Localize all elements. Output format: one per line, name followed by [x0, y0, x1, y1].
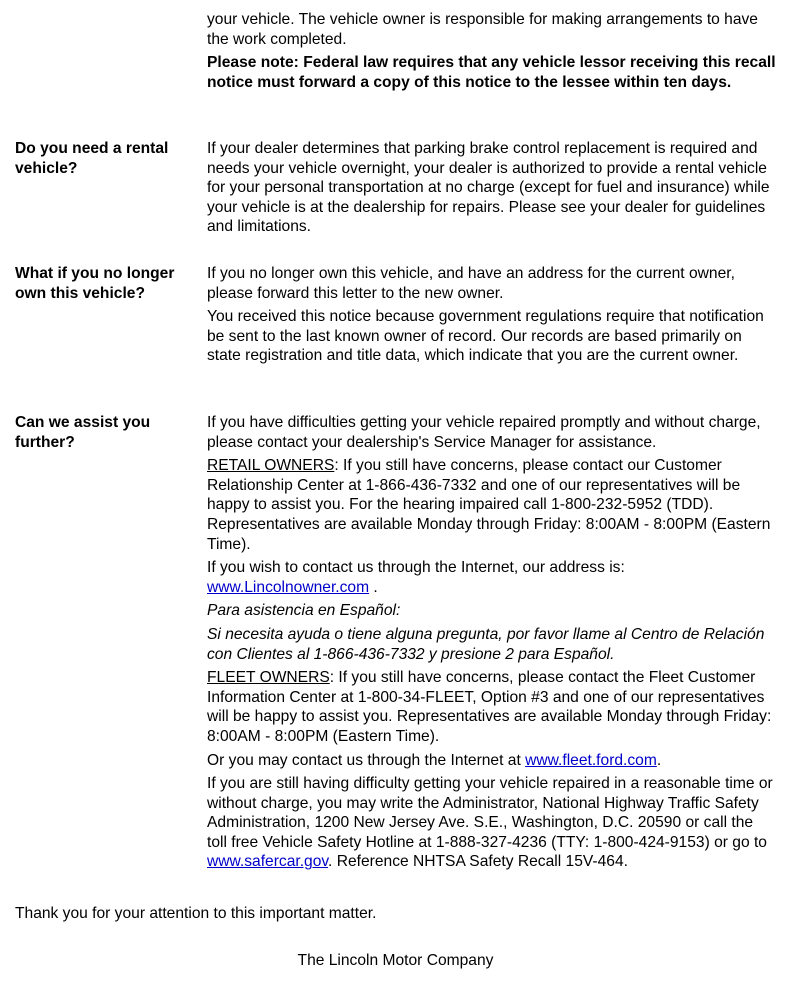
- fleet-internet-paragraph: [207, 751, 777, 771]
- thank-you-line: Thank you for your attention to this important matter.: [15, 905, 377, 922]
- rental-answer: [207, 139, 777, 241]
- retail-owners-text: : If you still have concerns, please contact our Customer Relationship Center at 1-866-436-7332 and one of our representatives will be happy to assist you. For the hearing impaired call 1-800-232-5952 (TDD). Representatives are available Monday through Friday: 8:00AM - 8:00PM (Eastern Time).: [207, 457, 771, 553]
- retail-owners-label: RETAIL OWNERS: [207, 457, 335, 475]
- nhtsa-after: . Reference NHTSA Safety Recall 15V-464.: [328, 853, 628, 871]
- spanish-heading: Para asistencia en Español:: [207, 602, 401, 620]
- internet-contact-text: If you wish to contact us through the Internet, our address is:: [207, 559, 625, 577]
- fleet-owners-paragraph: [207, 668, 777, 746]
- fleet-internet-text: Or you may contact us through the Internet at: [207, 751, 526, 769]
- assist-answer: [207, 413, 777, 876]
- fleet-owners-text: : If you still have concerns, please contact the Fleet Customer Information Center at 1-800-34-FLEET, Option #3 and one of our representatives will be happy to assist you. Representatives are available Monday through Friday: 8:00AM - 8:00PM (Eastern Time).: [207, 669, 772, 745]
- no-longer-own-question: What if you no longer own this vehicle?: [15, 265, 175, 302]
- lessor-note: Please note: Federal law requires that any vehicle lessor receiving this recall notice must forward a copy of this notice to the lessee within ten days.: [207, 54, 776, 91]
- rental-question: Do you need a rental vehicle?: [15, 140, 169, 177]
- intro-paragraph: your vehicle. The vehicle owner is responsible for making arrangements to have the work completed.: [207, 11, 758, 48]
- nhtsa-text: If you are still having difficulty getting your vehicle repaired in a reasonable time or without charge, you may write the Administrator, National Highway Traffic Safety Administration, 1200 New Jersey Ave. S.E., Washington, D.C. 20590 or call the toll free Vehicle Safety Hotline at 1-888-327-4236 (TTY: 1-800-424-9153) or go to: [207, 775, 773, 851]
- spanish-paragraph: Si necesita ayuda o tiene alguna pregunta, por favor llame al Centro de Relación con Clientes al 1-866-436-7332 y presione 2 para Español.: [207, 625, 765, 663]
- owner-record-paragraph: You received this notice because government regulations require that notification be sent to the last known owner of record. Our records are based primarily on state registration and title data, which indicate that you are the current owner.: [207, 308, 764, 365]
- fleet-ford-link[interactable]: www.fleet.ford.com: [525, 751, 657, 769]
- intro-answer: [207, 10, 777, 96]
- fleet-owners-label: FLEET OWNERS: [207, 669, 330, 687]
- retail-owners-paragraph: [207, 456, 777, 554]
- lincolnowner-link[interactable]: www.Lincolnowner.com: [207, 578, 370, 596]
- company-signature: The Lincoln Motor Company: [297, 952, 494, 969]
- internet-contact-after: .: [369, 578, 378, 596]
- fleet-internet-after: .: [656, 751, 662, 769]
- rental-paragraph: If your dealer determines that parking brake control replacement is required and needs your vehicle overnight, your dealer is authorized to provide a rental vehicle for your personal transportation at no charge (except for fuel and insurance) while your vehicle is at the dealership for repairs. Please see your dealer for guidelines and limitations.: [207, 140, 770, 236]
- safercar-link[interactable]: www.safercar.gov: [207, 853, 329, 871]
- forward-letter-paragraph: If you no longer own this vehicle, and have an address for the current owner, please forward this letter to the new owner.: [207, 265, 735, 302]
- dealer-assist-paragraph: If you have difficulties getting your vehicle repaired promptly and without charge, please contact your dealership's Service Manager for assistance.: [207, 414, 761, 451]
- assist-question: Can we assist you further?: [15, 414, 151, 451]
- no-longer-own-answer: [207, 264, 777, 370]
- nhtsa-paragraph: [207, 774, 777, 872]
- internet-contact-paragraph: [207, 558, 777, 597]
